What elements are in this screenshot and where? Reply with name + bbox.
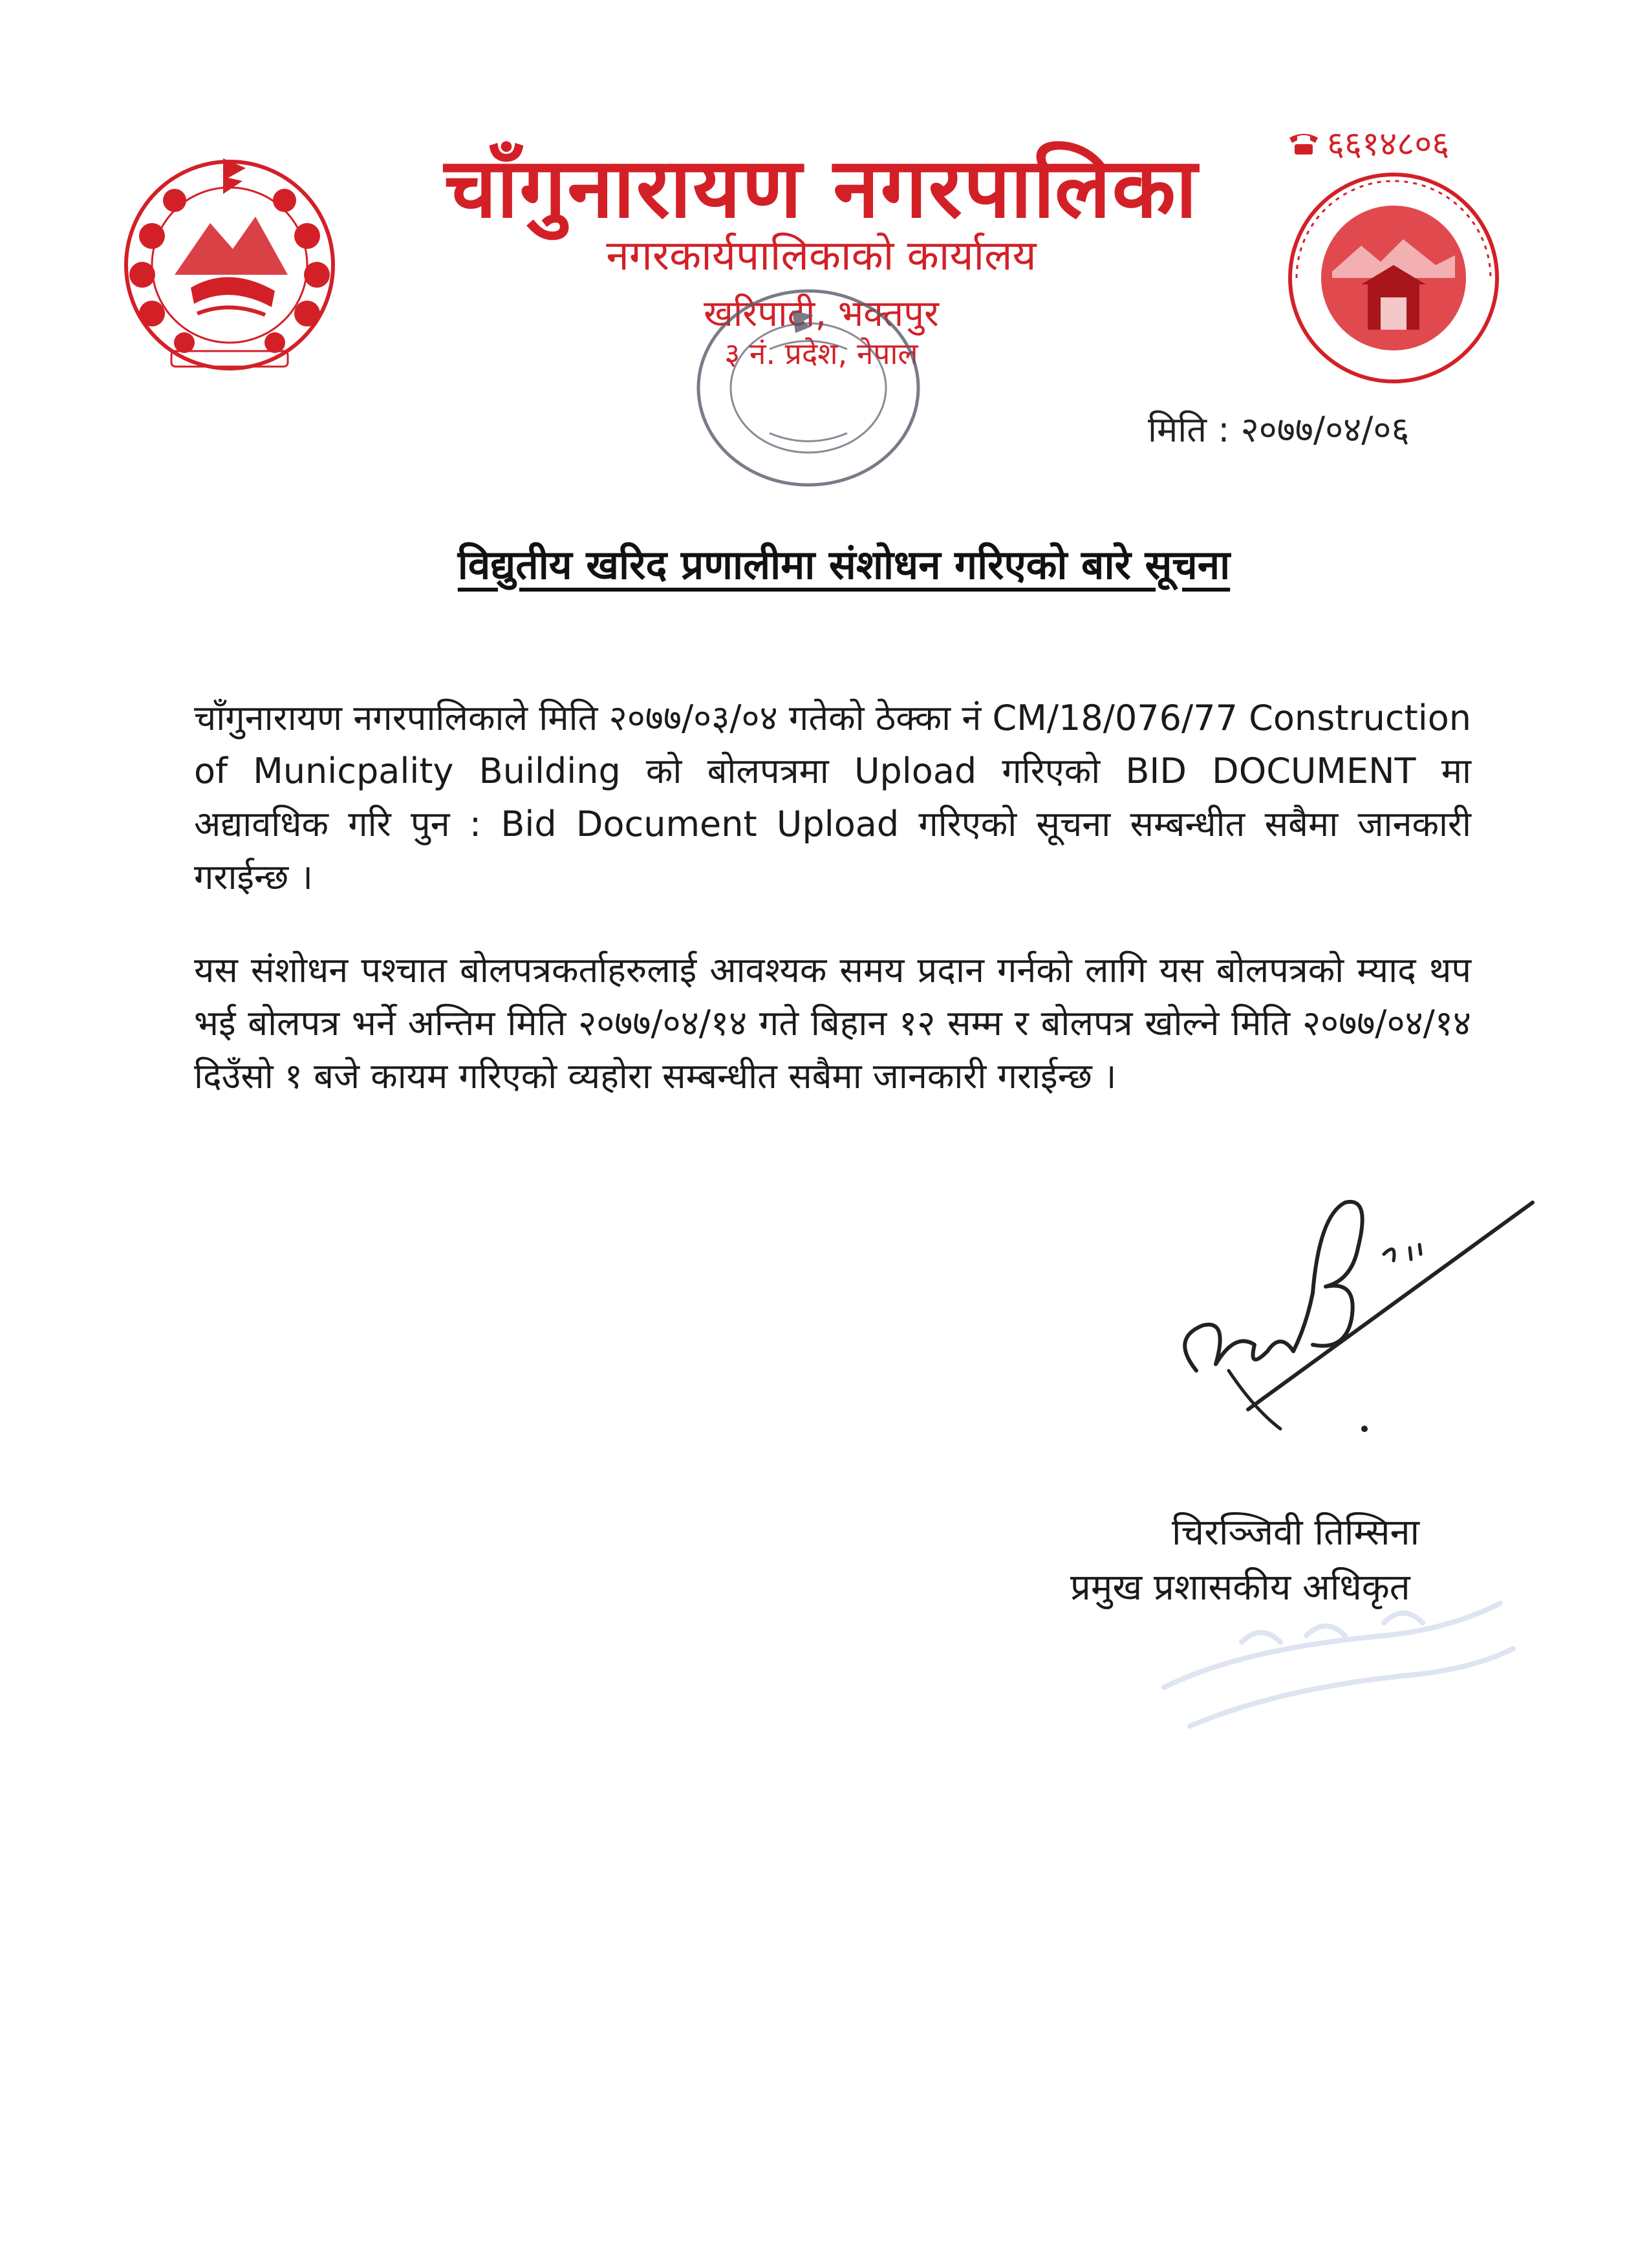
- handwritten-signature-icon: [1158, 1177, 1558, 1474]
- office-subtitle: नगरकार्यपालिकाको कार्यालय: [606, 232, 1037, 280]
- telephone-icon: [1287, 129, 1320, 157]
- signatory-name: चिरञ्जिवी तिम्सिना: [1172, 1512, 1420, 1554]
- signatory-title: प्रमुख प्रशासकीय अधिकृत: [1070, 1567, 1410, 1609]
- phone-number: [1287, 120, 1449, 166]
- notice-subject: विद्युतीय खरिद प्रणालीमा संशोधन गरिएको बारे सूचना: [457, 541, 1231, 588]
- office-address-line1: खरिपाटी, भक्तपुर: [704, 293, 939, 335]
- office-address-line2: ३ नं. प्रदेश, नेपाल: [724, 336, 918, 371]
- notice-paragraph-1: चाँगुनारायण नगरपालिकाले मिति २०७७/०३/०४ गतेको ठेक्का नं CM/18/076/77 Construction of Municpality Building को बोलपत्रमा Upload गरिएको BID DOCUMENT मा अद्यावधिक गरि पुन : Bid Document Upload गरिएको सूचना सम्बन्धीत सबैमा जानकारी गराईन्छ ।: [194, 698, 1471, 898]
- office-stamp-icon: [673, 272, 944, 504]
- notice-date: मिति : २०७७/०४/०६: [1148, 409, 1410, 450]
- municipality-logo-icon: [1284, 168, 1503, 388]
- office-name: चाँगुनारायण नगरपालिका: [444, 140, 1199, 237]
- phone-value: ६६१४८०६: [1327, 125, 1450, 164]
- notice-paragraph-2: यस संशोधन पश्चात बोलपत्रकर्ताहरुलाई आवश्यक समय प्रदान गर्नको लागि यस बोलपत्रको म्याद थप भई बोलपत्र भर्ने अन्तिम मिति २०७७/०४/१४ गते बिहान १२ सम्म र बोलपत्र खोल्ने मिति २०७७/०४/१४ दिउँसो १ बजे कायम गरिएको व्यहोरा सम्बन्धीत सबैमा जानकारी गराईन्छ ।: [194, 950, 1471, 1097]
- nepal-emblem-icon: [113, 145, 346, 378]
